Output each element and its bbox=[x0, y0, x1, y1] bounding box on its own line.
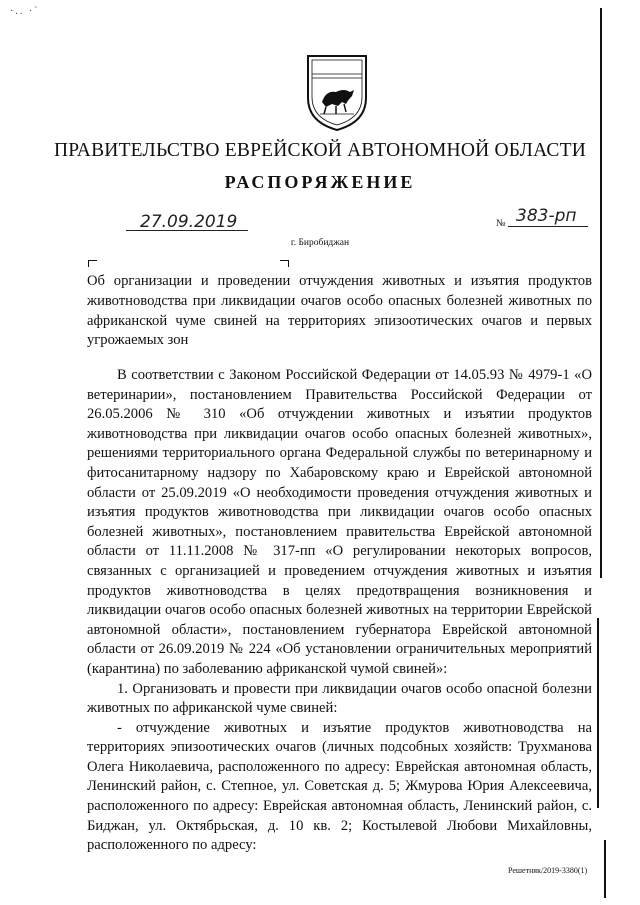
scan-mark: ·.. ·` bbox=[10, 6, 40, 17]
government-title: ПРАВИТЕЛЬСТВО ЕВРЕЙСКОЙ АВТОНОМНОЙ ОБЛАСТИ bbox=[53, 140, 587, 161]
document-type-title: РАСПОРЯЖЕНИЕ bbox=[224, 172, 416, 192]
date-underline bbox=[126, 230, 248, 231]
heading-corner-right bbox=[280, 260, 289, 267]
coat-of-arms-icon bbox=[302, 52, 372, 132]
document-date: 27.09.2019 bbox=[140, 212, 238, 232]
body-paragraph: В соответствии с Законом Российской Федерации от 14.05.93 № 4979-1 «О ветеринарии», постановлением Правительства Российской Федерации от 26.05.2006 № 310 «Об отчуждении животных и изъятии продуктов животноводства при ликвидации очагов особо опасных болезней животных», решениями территориального органа Федеральной службы по ветеринарному и фитосанитарному надзору по Хабаровскому краю и Еврейской автономной области от 25.09.2019 «О необходимости проведения отчуждения животных и изъятия продуктов животноводства при ликвидации очагов особо опасных болезней животных», постановлением правительства Еврейской автономной области от 11.11.2008 № 317-пп «О регулировании некоторых вопросов, связанных с организацией и проведением отчуждения животных и изъятия продуктов животноводства в целях предотвращения возникновения и ликвидации очагов особо опасных болезней животных на территории Еврейской автономной области», постановлением губернатора Еврейской автономной области от 26.09.2019 № 224 «Об установлении ограничительных мероприятий (карантина) по заболеванию африканской чумой свиней»: bbox=[87, 367, 592, 677]
footer-code: Решетняк/2019-3380(1) bbox=[508, 866, 588, 875]
document-heading: Об организации и проведении отчуждения животных и изъятия продуктов животноводства при ликвидации очагов особо опасных болезней животных по африканской чуме свиней на территориях эпизоотических очагов и первых угрожаемых зон bbox=[87, 273, 592, 349]
body-paragraph: 1. Организовать и провести при ликвидации очагов особо опасной болезни животных по африканской чуме свиней: bbox=[87, 680, 592, 717]
city-label: г. Биробиджан bbox=[290, 238, 350, 248]
scan-edge-line bbox=[600, 8, 602, 578]
document-body bbox=[87, 366, 592, 856]
scan-edge-line bbox=[597, 618, 599, 808]
scan-edge-line bbox=[604, 840, 606, 898]
number-underline bbox=[508, 226, 588, 227]
number-label: № bbox=[496, 218, 506, 229]
heading-corner-left bbox=[88, 260, 97, 267]
body-paragraph: - отчуждение животных и изъятие продуктов животноводства на территориях эпизоотических очагов (личных подсобных хозяйств: Трухманова Олега Николаевича, расположенного по адресу: Еврейская автономная область, Ленинский район, с. Степное, ул. Советская д. 5; Жмурова Юрия Алексеевича, расположенного по адресу: Еврейская автономная область, Ленинский район, с. Биджан, ул. Октябрьская, д. 10 кв. 2; Костылевой Любови Михайловны, расположенного по адресу: bbox=[87, 719, 592, 854]
document-number: 383-рп bbox=[516, 206, 577, 226]
